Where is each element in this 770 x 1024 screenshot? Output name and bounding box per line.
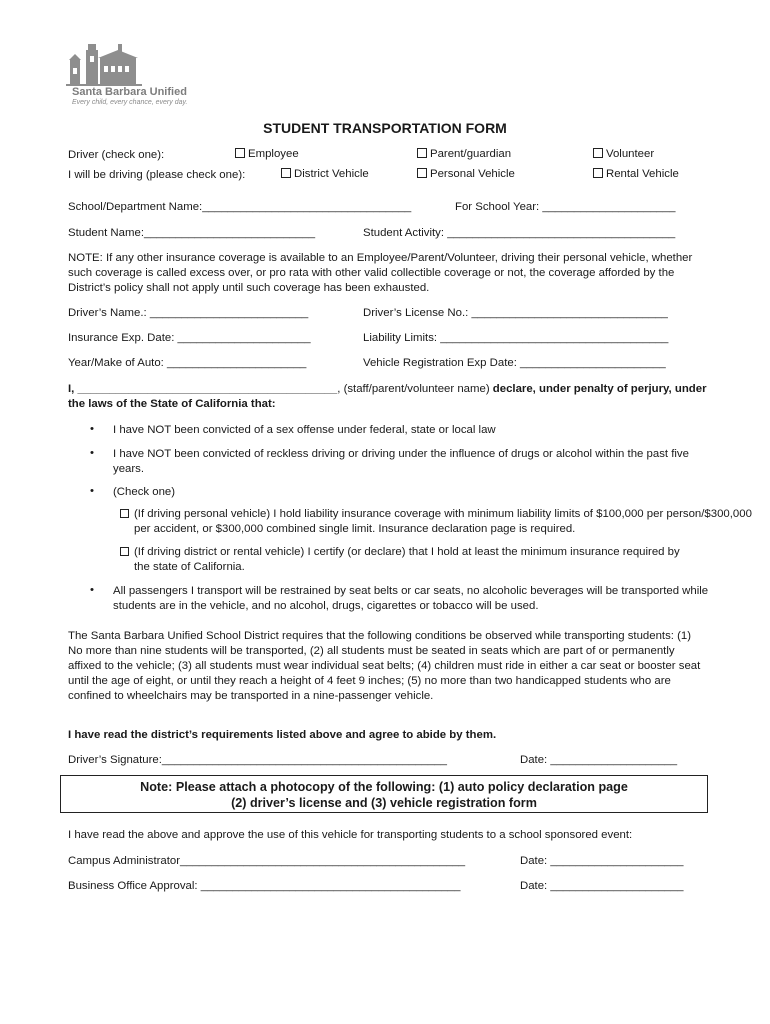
checkbox-rental-vehicle[interactable] (593, 168, 603, 178)
org-tagline: Every child, every chance, every day. (72, 99, 188, 106)
district-insurance-option: (If driving district or rental vehicle) I certify (or declare) that I hold at least the minimum insurance required by the state of California. (134, 546, 680, 573)
attachment-note-line-1: Note: Please attach a photocopy of the following: (1) auto policy declaration page (140, 780, 628, 794)
vehicle-option-personal[interactable]: Personal Vehicle (417, 168, 515, 180)
checkbox-district-vehicle[interactable] (281, 168, 291, 178)
registration-exp-field[interactable]: Vehicle Registration Exp Date: _______________________ (363, 357, 666, 369)
student-name-field[interactable]: Student Name:___________________________ (68, 227, 316, 239)
checkbox-personal-vehicle[interactable] (417, 168, 427, 178)
driver-option-employee[interactable]: Employee (235, 148, 299, 160)
insurance-note: NOTE: If any other insurance coverage is available to an Employee/Parent/Volunteer, driving their personal vehicle, whether such coverage is called excess over, or pro rata with other valid collectible coverage or not, the coverage afforded by the District’s policy shall not apply until such coverage has been exhausted. (68, 252, 693, 294)
agreement-statement: I have read the district’s requirements listed above and agree to abide by them. (68, 729, 497, 741)
checkbox-volunteer[interactable] (593, 148, 603, 158)
campus-administrator-field[interactable]: Campus Administrator_____________________________________________ (68, 855, 466, 867)
drivers-license-field[interactable]: Driver’s License No.: _______________________________ (363, 307, 668, 319)
signature-date-field[interactable]: Date: ____________________ (520, 754, 678, 766)
checkbox-district-insurance[interactable] (120, 546, 132, 558)
bullet-icon: • (90, 423, 94, 435)
bullet-icon: • (90, 485, 94, 497)
checkbox-parent-guardian[interactable] (417, 148, 427, 158)
vehicle-option-district[interactable]: District Vehicle (281, 168, 369, 180)
org-name: Santa Barbara Unified (72, 86, 187, 98)
checkbox-employee[interactable] (235, 148, 245, 158)
drivers-signature-field[interactable]: Driver’s Signature:_____________________________________________ (68, 754, 447, 766)
list-item: I have NOT been convicted of reckless driving or driving under the influence of drugs or alcohol within the past five years. (113, 448, 689, 475)
attachment-note-line-2: (2) driver’s license and (3) vehicle registration form (231, 796, 537, 810)
driver-option-parent[interactable]: Parent/guardian (417, 148, 511, 160)
list-item: (Check one) (113, 486, 176, 498)
declaration-statement: I, _________________________________________, (staff/parent/volunteer name) declare, under penalty of perjury, under the laws of the State of California that: (68, 383, 707, 410)
approval-statement: I have read the above and approve the use of this vehicle for transporting students to a school sponsored event: (68, 829, 633, 841)
liability-limits-field[interactable]: Liability Limits: ____________________________________ (363, 332, 669, 344)
personal-insurance-option: (If driving personal vehicle) I hold liability insurance coverage with minimum liability limits of $100,000 per person/$300,000 per accident, or $300,000 combined single limit. Insurance declaration page is required. (134, 508, 752, 535)
business-date-field[interactable]: Date: _____________________ (520, 880, 684, 892)
bullet-icon: • (90, 447, 94, 459)
driver-option-volunteer[interactable]: Volunteer (593, 148, 654, 160)
drivers-name-field[interactable]: Driver’s Name.: _________________________ (68, 307, 309, 319)
driver-type-label: Driver (check one): (68, 149, 165, 161)
school-department-field[interactable]: School/Department Name:_________________________________ (68, 201, 412, 213)
checkbox-personal-insurance[interactable] (120, 508, 132, 520)
list-item: I have NOT been convicted of a sex offense under federal, state or local law (113, 424, 496, 436)
school-year-field[interactable]: For School Year: _____________________ (455, 201, 676, 213)
list-item: All passengers I transport will be restrained by seat belts or car seats, no alcoholic beverages will be transported while students are in the vehicle, and no alcohol, drugs, cigarettes or tobacco will be used. (113, 585, 709, 612)
student-activity-field[interactable]: Student Activity: ____________________________________ (363, 227, 676, 239)
admin-date-field[interactable]: Date: _____________________ (520, 855, 684, 867)
vehicle-type-label: I will be driving (please check one): (68, 169, 246, 181)
form-title: STUDENT TRANSPORTATION FORM (263, 120, 507, 136)
bullet-icon: • (90, 584, 94, 596)
business-office-field[interactable]: Business Office Approval: _________________________________________ (68, 880, 461, 892)
insurance-exp-field[interactable]: Insurance Exp. Date: _____________________ (68, 332, 311, 344)
district-conditions: The Santa Barbara Unified School District requires that the following conditions be observed while transporting students: (1) No more than nine students will be transported, (2) all students must be seated in seats which are part of or permanently affixed to the vehicle; (3) all students must wear individual seat belts; (4) children must ride in either a car seat or booster seat until the age of eight, or until they reach a height of 4 feet 9 inches; (5) no more than two handicapped students who are confined to wheelchairs may be transported in a nine-passenger vehicle. (68, 630, 701, 702)
year-make-field[interactable]: Year/Make of Auto: ______________________ (68, 357, 307, 369)
declaration-name-line[interactable]: I, _________________________________________ (68, 383, 338, 395)
vehicle-option-rental[interactable]: Rental Vehicle (593, 168, 679, 180)
attachment-note-box (60, 775, 708, 813)
